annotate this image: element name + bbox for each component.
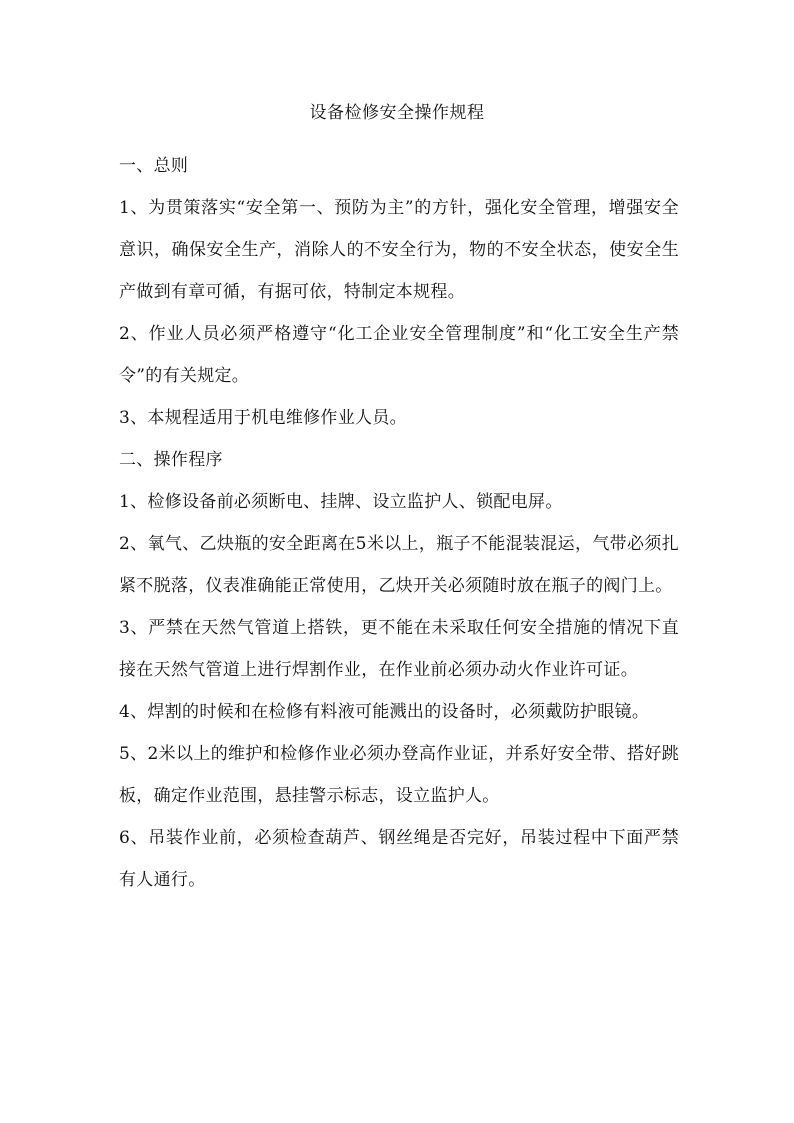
general-item-2: 2、作业人员必须严格遵守“化工企业安全管理制度”和“化工安全生产禁令”的有关规定。 <box>119 324 679 386</box>
section-heading-procedure: 二、操作程序 <box>119 450 223 470</box>
procedure-item-4: 4、焊割的时候和在检修有料液可能溅出的设备时，必须戴防护眼镜。 <box>119 702 650 722</box>
general-item-1: 1、为贯策落实“安全第一、预防为主”的方针，强化安全管理，增强安全意识，确保安全生产，消除人的不安全行为，物的不安全状态，使安全生产做到有章可循，有据可依，特制定本规程。 <box>119 198 679 302</box>
procedure-item-6: 6、吊装作业前，必须检查葫芦、钢丝绳是否完好，吊装过程中下面严禁有人通行。 <box>119 828 679 890</box>
document-body <box>119 145 679 901</box>
general-item-3: 3、本规程适用于机电维修作业人员。 <box>119 408 407 428</box>
procedure-item-2: 2、氧气、乙炔瓶的安全距离在5米以上，瓶子不能混装混运，气带必须扎紧不脱落，仪表准确能正常使用，乙炔开关必须随时放在瓶子的阀门上。 <box>119 534 679 596</box>
document-title: 设备检修安全操作规程 <box>309 103 485 123</box>
procedure-item-1: 1、检修设备前必须断电、挂牌、设立监护人、锁配电屏。 <box>119 492 563 512</box>
section-heading-general: 一、总则 <box>119 156 189 176</box>
procedure-item-3: 3、严禁在天然气管道上搭铁，更不能在未采取任何安全措施的情况下直接在天然气管道上进行焊割作业，在作业前必须办动火作业许可证。 <box>119 618 679 680</box>
procedure-item-5: 5、2米以上的维护和检修作业必须办登高作业证，并系好安全带、搭好跳板，确定作业范围，悬挂警示标志，设立监护人。 <box>119 744 679 806</box>
